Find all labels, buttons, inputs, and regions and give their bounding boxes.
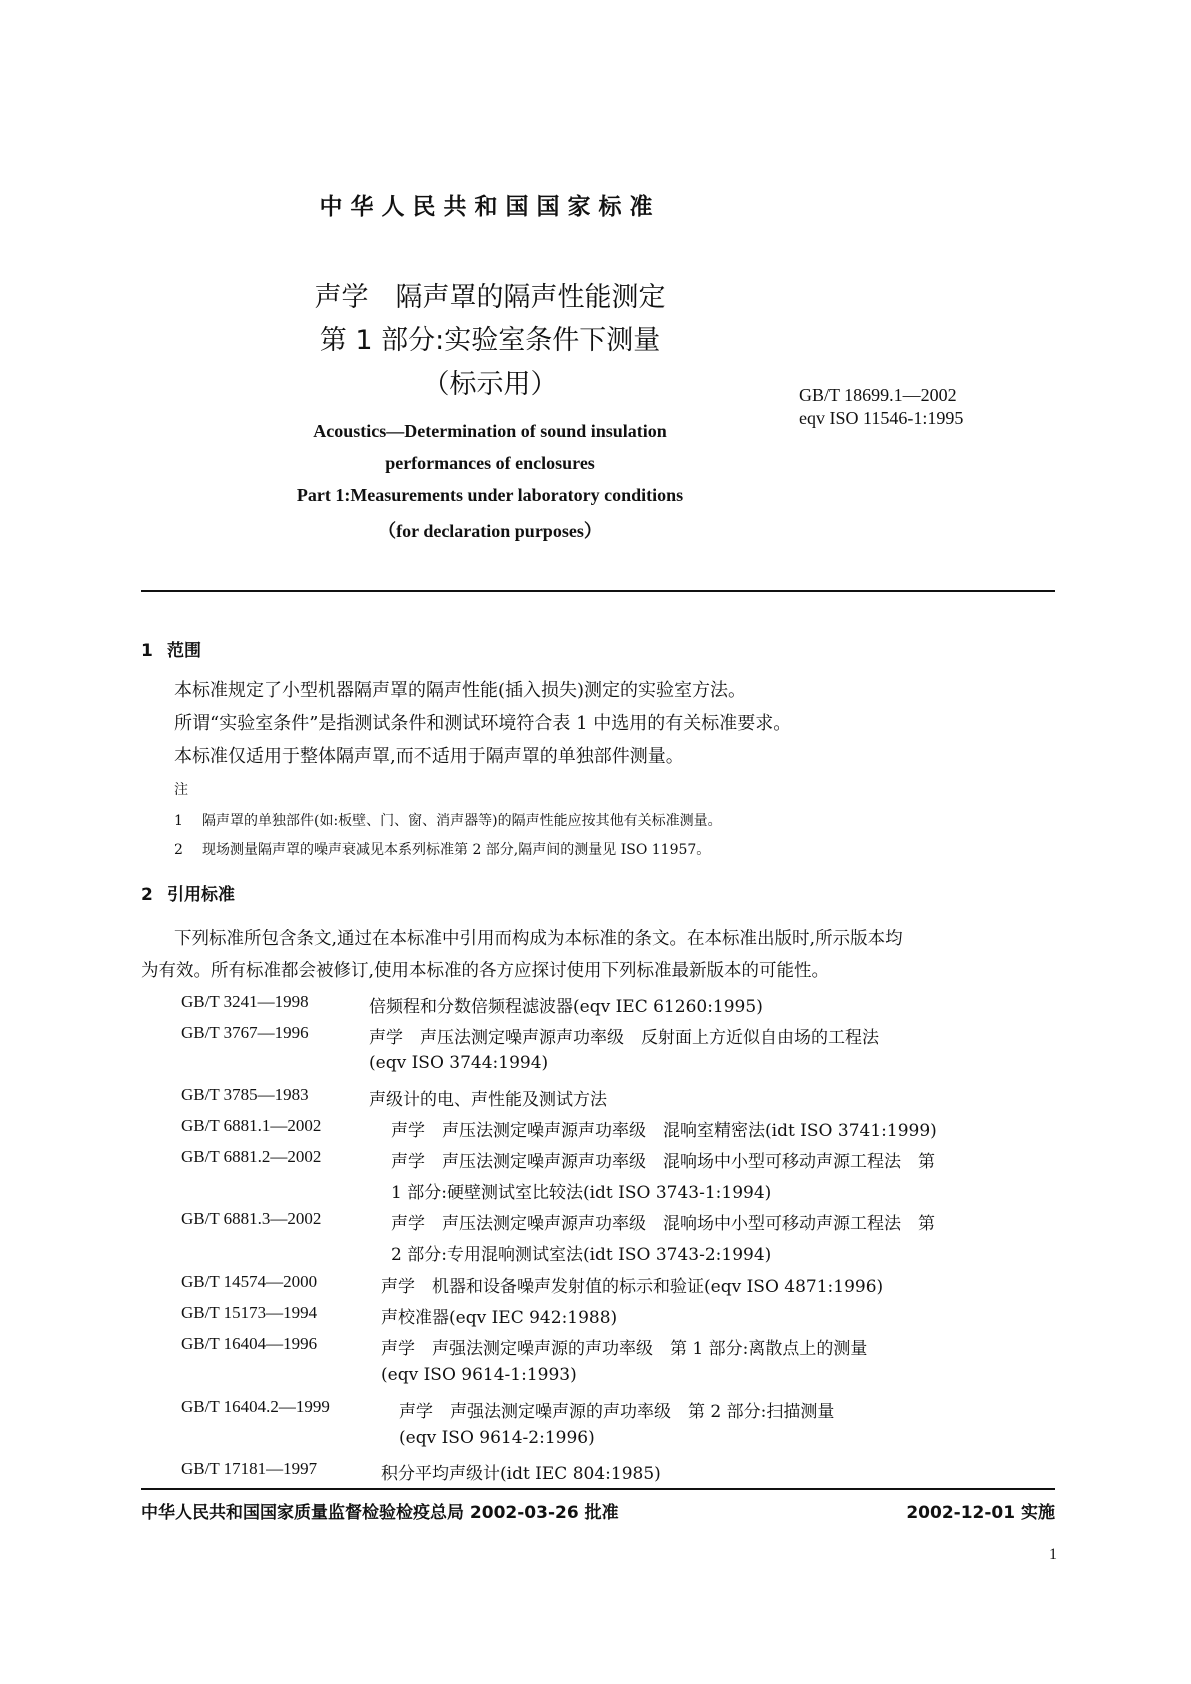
paragraph: 下列标准所包含条文,通过在本标准中引用而构成为本标准的条文。在本标准出版时,所示版本均 — [174, 929, 903, 949]
footer-divider — [141, 1488, 1055, 1490]
reference-code: GB/T 17181—1997 — [181, 1459, 318, 1478]
reference-code: GB/T 3785—1983 — [181, 1085, 309, 1104]
reference-title: 声学 声压法测定噪声源声功率级 混响场中小型可移动声源工程法 第 — [391, 1214, 935, 1234]
national-standard-title: 中华人民共和国国家标准 — [319, 194, 661, 220]
note-number: 1 — [174, 813, 183, 829]
paragraph: 所谓“实验室条件”是指测试条件和测试环境符合表 1 中选用的有关标准要求。 — [174, 713, 792, 734]
note-item — [174, 839, 710, 859]
reference-title-continued: (eqv ISO 9614-2:1996) — [399, 1428, 595, 1448]
chinese-title-line-1: 声学 隔声罩的隔声性能测定 — [314, 282, 666, 313]
section-number: 2 — [141, 885, 153, 905]
english-title-line-1: Acoustics—Determination of sound insulation — [313, 421, 667, 441]
section-number: 1 — [141, 641, 153, 661]
reference-title-continued: (eqv ISO 3744:1994) — [369, 1053, 549, 1073]
chinese-title-line-2: 第 1 部分:实验室条件下测量 — [319, 325, 661, 356]
paragraph: 本标准仅适用于整体隔声罩,而不适用于隔声罩的单独部件测量。 — [174, 746, 684, 767]
reference-title: 声学 声压法测定噪声源声功率级 混响室精密法(idt ISO 3741:1999) — [391, 1121, 937, 1141]
paragraph: 为有效。所有标准都会被修订,使用本标准的各方应探讨使用下列标准最新版本的可能性。 — [141, 961, 830, 981]
reference-title-continued: 2 部分:专用混响测试室法(idt ISO 3743-2:1994) — [391, 1245, 772, 1265]
implementation-date: 2002-12-01 实施 — [906, 1503, 1055, 1523]
english-title-line-4: （for declaration purposes） — [378, 521, 602, 541]
reference-title: 声学 机器和设备噪声发射值的标示和验证(eqv ISO 4871:1996) — [381, 1277, 884, 1297]
chinese-title-line-3: （标示用） — [422, 369, 558, 400]
english-title-line-3: Part 1:Measurements under laboratory conditions — [296, 485, 684, 505]
reference-title: 声级计的电、声性能及测试方法 — [369, 1090, 607, 1110]
reference-code: GB/T 6881.3—2002 — [181, 1209, 322, 1228]
reference-title-continued: (eqv ISO 9614-1:1993) — [381, 1365, 577, 1385]
approval-line: 中华人民共和国国家质量监督检验检疫总局 2002-03-26 批准 — [141, 1503, 619, 1523]
reference-title-continued: 1 部分:硬壁测试室比较法(idt ISO 3743-1:1994) — [391, 1183, 772, 1203]
reference-title: 声学 声压法测定噪声源声功率级 混响场中小型可移动声源工程法 第 — [391, 1152, 935, 1172]
note-item — [174, 810, 722, 830]
note-label: 注 — [174, 782, 188, 798]
page-number: 1 — [1049, 1546, 1057, 1563]
reference-title: 倍频程和分数倍频程滤波器(eqv IEC 61260:1995) — [369, 997, 763, 1017]
reference-title: 积分平均声级计(idt IEC 804:1985) — [381, 1464, 661, 1484]
reference-code: GB/T 16404.2—1999 — [181, 1397, 330, 1416]
reference-title: 声学 声压法测定噪声源声功率级 反射面上方近似自由场的工程法 — [369, 1028, 879, 1048]
reference-code: GB/T 15173—1994 — [181, 1303, 318, 1322]
note-text: 隔声罩的单独部件(如:板壁、门、窗、消声器等)的隔声性能应按其他有关标准测量。 — [202, 813, 722, 829]
standard-code: GB/T 18699.1—2002 — [799, 385, 957, 405]
header-divider — [141, 590, 1055, 592]
note-number: 2 — [174, 842, 183, 858]
english-title-line-2: performances of enclosures — [385, 453, 595, 473]
note-text: 现场测量隔声罩的噪声衰减见本系列标准第 2 部分,隔声间的测量见 ISO 11957。 — [202, 842, 711, 858]
reference-code: GB/T 6881.2—2002 — [181, 1147, 322, 1166]
reference-code: GB/T 3241—1998 — [181, 992, 309, 1011]
reference-code: GB/T 3767—1996 — [181, 1023, 309, 1042]
reference-code: GB/T 14574—2000 — [181, 1272, 318, 1291]
paragraph: 本标准规定了小型机器隔声罩的隔声性能(插入损失)测定的实验室方法。 — [174, 680, 747, 701]
reference-title: 声校准器(eqv IEC 942:1988) — [381, 1308, 618, 1328]
reference-code: GB/T 16404—1996 — [181, 1334, 318, 1353]
section-1-heading — [141, 636, 201, 661]
section-title: 引用标准 — [167, 885, 235, 905]
reference-code: GB/T 6881.1—2002 — [181, 1116, 322, 1135]
equivalent-standard-code: eqv ISO 11546-1:1995 — [799, 408, 964, 428]
section-title: 范围 — [167, 641, 201, 661]
reference-title: 声学 声强法测定噪声源的声功率级 第 2 部分:扫描测量 — [399, 1402, 835, 1422]
section-2-heading — [141, 880, 235, 905]
reference-title: 声学 声强法测定噪声源的声功率级 第 1 部分:离散点上的测量 — [381, 1339, 868, 1359]
